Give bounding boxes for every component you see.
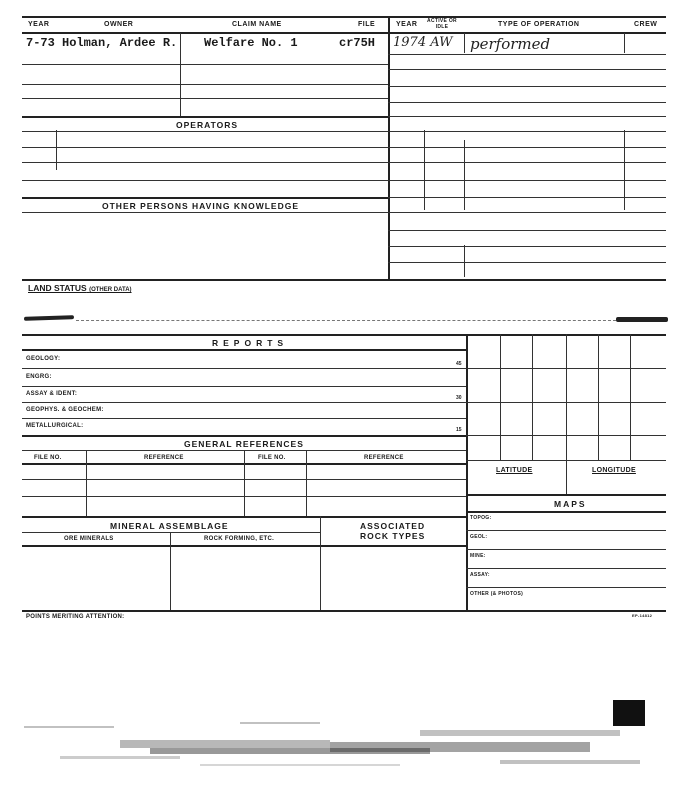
row-rule: [22, 131, 388, 132]
gr-row-rule: [22, 496, 466, 497]
reports-header-rule: [22, 349, 466, 351]
gr-col-divider: [244, 450, 245, 516]
header-year-2: YEAR: [396, 21, 418, 28]
reports-top-rule: [22, 334, 666, 336]
file-entry: cr75H: [339, 36, 376, 50]
mineral-header-bottom-rule: [22, 545, 466, 547]
map-rule: [466, 587, 666, 588]
right-row-rule: [388, 246, 666, 247]
report-geology: GEOLOGY:: [26, 356, 61, 362]
header-owner: OWNER: [104, 21, 134, 28]
gr-col-divider: [86, 450, 87, 516]
map-rule: [466, 549, 666, 550]
land-status-note: (OTHER DATA): [89, 287, 132, 293]
row-rule: [22, 180, 388, 181]
right-row-rule: [388, 86, 666, 87]
header-claim-name: CLAIM NAME: [232, 21, 282, 28]
gr-file-no-2: FILE NO.: [258, 455, 286, 461]
header-bottom-rule: [22, 32, 666, 34]
map-other-photos: OTHER (& PHOTOS): [470, 591, 524, 597]
mineral-top-rule: [22, 516, 466, 518]
header-crew: CREW: [634, 21, 658, 28]
header-active-idle: ACTIVE OR IDLE: [427, 18, 457, 30]
right-row-rule: [388, 102, 666, 103]
active-divider-lower: [464, 140, 465, 210]
row-rule: [22, 84, 388, 85]
claim-name-entry: Welfare No. 1: [204, 36, 298, 50]
operation-handwritten: performed: [470, 35, 551, 53]
grid-vertical: [598, 334, 599, 460]
right-row-rule: [388, 116, 666, 117]
scale-15: 15: [456, 427, 462, 433]
gr-reference-1: REFERENCE: [144, 455, 184, 461]
gr-reference-2: REFERENCE: [364, 455, 404, 461]
ink-smudge: [616, 317, 668, 322]
report-rule: [22, 386, 466, 387]
gr-col-divider: [306, 450, 307, 516]
mineral-assemblage-title: MINERAL ASSEMBLAGE: [110, 521, 229, 531]
right-row-rule: [388, 230, 666, 231]
grid-rule: [466, 368, 666, 369]
right-row-rule: [388, 197, 666, 198]
crew-divider-lower: [624, 130, 625, 210]
row-rule: [22, 212, 388, 213]
header-year: YEAR: [28, 21, 50, 28]
grid-rule: [466, 435, 666, 436]
land-status-title: LAND STATUS: [28, 283, 87, 293]
map-rule: [466, 568, 666, 569]
right-row-rule: [388, 262, 666, 263]
map-mine: MINE:: [470, 553, 486, 559]
right-row-rule: [388, 131, 666, 132]
row-rule: [22, 162, 388, 163]
map-geol: GEOL:: [470, 534, 488, 540]
general-references-title: GENERAL REFERENCES: [184, 439, 304, 449]
report-rule: [22, 368, 466, 369]
grid-vertical: [532, 334, 533, 460]
maps-header-rule: [466, 511, 666, 513]
table-top-rule: [22, 16, 666, 18]
upper-table-bottom-rule: [22, 279, 666, 281]
right-row-rule: [388, 54, 666, 55]
center-divider: [388, 16, 390, 280]
row-rule: [22, 147, 388, 148]
right-row-rule: [388, 180, 666, 181]
report-assay-ident: ASSAY & IDENT:: [26, 391, 78, 397]
owner-divider: [180, 33, 181, 118]
header-type-of-operation: TYPE OF OPERATION: [498, 21, 580, 28]
other-persons-title: OTHER PERSONS HAVING KNOWLEDGE: [102, 201, 300, 211]
grid-rule: [466, 402, 666, 403]
crew-divider: [624, 33, 625, 53]
ore-minerals-header: ORE MINERALS: [64, 536, 114, 542]
mineral-col-divider: [170, 532, 171, 610]
right-row-rule: [388, 212, 666, 213]
form-bottom-rule: [22, 610, 666, 612]
mineral-subheader-rule: [22, 532, 320, 533]
map-rule: [466, 530, 666, 531]
scale-45: 45: [456, 361, 462, 367]
rock-forming-header: ROCK FORMING, ETC.: [204, 536, 275, 542]
form-code: EP-14812: [632, 613, 653, 618]
grid-vertical: [566, 334, 567, 494]
report-rule: [22, 402, 466, 403]
points-meriting-attention: POINTS MERITING ATTENTION:: [26, 614, 125, 620]
map-assay: ASSAY:: [470, 572, 490, 578]
scan-blot: [613, 700, 645, 726]
associated-title: ASSOCIATED: [360, 521, 426, 531]
report-rule: [22, 418, 466, 419]
maps-top-rule: [466, 494, 666, 496]
general-references-top-rule: [22, 435, 466, 437]
longitude-label: LONGITUDE: [592, 467, 636, 474]
report-engrg: ENGRG:: [26, 374, 52, 380]
scale-30: 30: [456, 395, 462, 401]
maps-title: MAPS: [554, 499, 587, 509]
scan-noise-band: [0, 700, 678, 806]
right-row-rule: [388, 69, 666, 70]
report-geophys: GEOPHYS. & GEOCHEM:: [26, 407, 104, 413]
grid-vertical: [630, 334, 631, 460]
rock-types-title: ROCK TYPES: [360, 531, 426, 541]
right-row-rule: [388, 162, 666, 163]
operator-divider: [56, 130, 57, 170]
operators-title: OPERATORS: [176, 120, 239, 130]
active-divider-bottom: [464, 245, 465, 277]
rock-types-divider: [320, 516, 321, 610]
latitude-label: LATITUDE: [496, 467, 533, 474]
active-divider: [464, 33, 465, 53]
year-divider: [424, 130, 425, 210]
grid-vertical: [500, 334, 501, 460]
report-metallurgical: METALLURGICAL:: [26, 423, 84, 429]
row-rule: [22, 64, 388, 65]
header-file: FILE: [358, 21, 376, 28]
map-topog: TOPOG:: [470, 515, 492, 521]
grid-rule: [466, 460, 666, 461]
gr-file-no-1: FILE NO.: [34, 455, 62, 461]
right-row-rule: [388, 147, 666, 148]
gr-row-rule: [22, 479, 466, 480]
land-status-rule: [76, 320, 616, 321]
other-persons-top-rule: [22, 197, 388, 199]
operators-top-rule: [22, 116, 388, 118]
owner-entry: 7-73 Holman, Ardee R.: [26, 36, 178, 50]
row-rule: [22, 98, 388, 99]
reports-title: REPORTS: [212, 338, 289, 348]
ink-smudge: [24, 315, 74, 321]
year-active-handwritten: 1974 AW: [393, 35, 453, 50]
